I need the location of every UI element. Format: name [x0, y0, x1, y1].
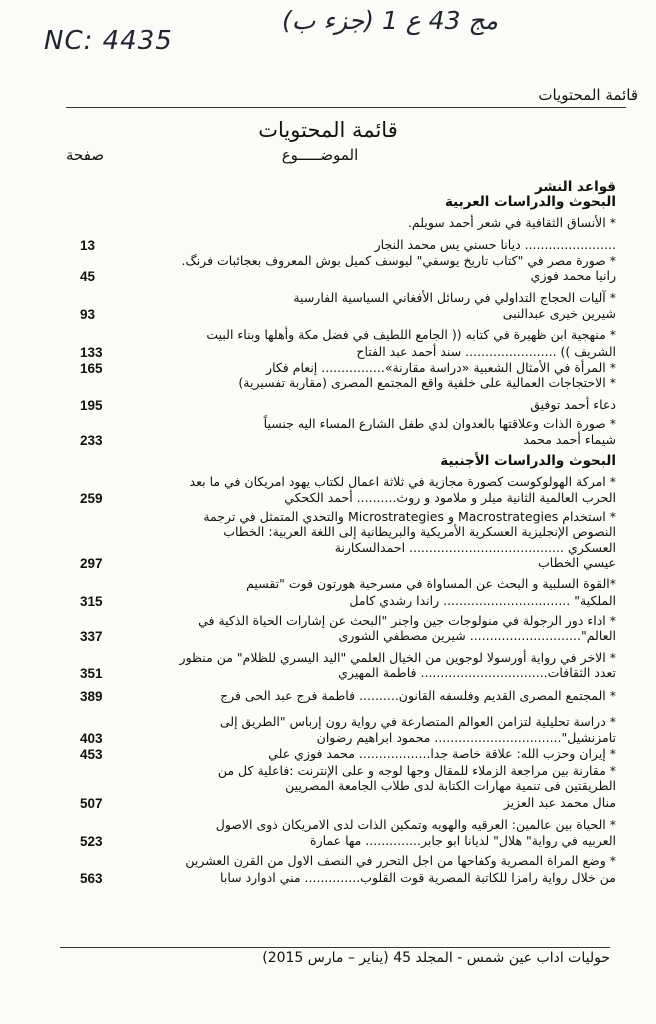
- toc-entry-text: النصوص الإنجليزية العسكرية الأمريكية والبريطانية إلى اللغة العربية: الخطاب: [223, 524, 616, 539]
- subject-column-heading: الموضـــــوع: [281, 146, 359, 164]
- toc-page-number: 13: [80, 238, 96, 253]
- toc-page-number: 233: [80, 433, 103, 448]
- toc-entry-text: * دراسة تحليلية لتزامن العوالم المتصارعة في رواية رون إرباس "الطريق إلى: [219, 714, 616, 729]
- toc-entry-text: شيماء أحمد محمد: [523, 432, 616, 447]
- toc-entry-text: * آليات الحجاج التداولي في رسائل الأفغاني السياسية الفارسية: [293, 290, 616, 305]
- toc-page-number: 297: [80, 556, 103, 571]
- toc-entry-text: * وضع المراة المصرية وكفاحها من اجل التحرر في النصف الاول من القرن العشرين: [185, 853, 616, 868]
- toc-entry-text: العالم"............................ شيرين مصطفي الشورى: [338, 628, 616, 643]
- toc-entry-text: * المرأة في الأمثال الشعبية «دراسة مقارنة»................ إنعام فكار: [266, 360, 616, 375]
- toc-entry-text: الملكية" ................................ راندا رشدي كامل: [349, 593, 616, 608]
- toc-entry-text: * الأنساق الثقافية في شعر أحمد سويلم.: [407, 215, 616, 230]
- toc-page-number: 195: [80, 398, 103, 413]
- toc-entry-text: * إيران وحزب الله: علاقة خاصة جدا.................. محمد فوزي علي: [268, 746, 616, 761]
- toc-entry-text: الشريف )) ....................... سند أحمد عبد الفتاح: [356, 344, 616, 359]
- toc-entry-text: ....................... ديانا حسني يس محمد النجار: [374, 237, 616, 252]
- toc-entry-text: * مقارنة بين مراجعة الزملاء للمقال وجها لوجه و على الإنترنت :فاعلية كل من: [217, 763, 616, 778]
- toc-page-number: 93: [80, 307, 96, 322]
- toc-entry-text: شيرين خيرى عبدالنبى: [502, 306, 616, 321]
- toc-page-number: 337: [80, 629, 103, 644]
- toc-section-heading: البحوث والدراسات العربية: [444, 194, 616, 210]
- toc-page-number: 523: [80, 834, 103, 849]
- running-header: قائمة المحتويات: [538, 86, 638, 104]
- toc-page-number: 133: [80, 345, 103, 360]
- toc-entry-text: * اداء دور الرجولة في منولوجات جين واجنر "البحث عن إشارات الحياة الذكية في: [198, 613, 616, 628]
- handwritten-volume-note: مج 43 ع 1 (جزء ب): [282, 6, 498, 35]
- table-of-contents: [60, 178, 616, 893]
- toc-entry-text: *القوة السلبية و البحث عن المساواة في مسرحية هورتون فوت "تقسيم: [246, 576, 616, 591]
- toc-page-number: 45: [80, 269, 96, 284]
- header-rule: [66, 107, 626, 108]
- toc-entry-text: رانيا محمد فوزي: [530, 268, 616, 283]
- toc-entry-text: * صورة مصر في "كتاب تاريخ يوسفي" ليوسف كميل بوش المعروف بعجائبات فرنگ.: [181, 253, 616, 268]
- toc-entry-text: دعاء أحمد توفيق: [530, 397, 616, 412]
- toc-entry-text: العسكري ....................................... احمدالسكارنة: [334, 540, 616, 555]
- toc-entry-text: * صورة الذات وعلاقتها بالعدوان لدي طفل الشارع المساء اليه جنسياً: [263, 416, 616, 431]
- toc-entry-text: عيسي الخطاب: [538, 555, 616, 570]
- toc-entry-text: * الحياة بين عالمين: العرقيه والهويه وتمكين الذات لدى الامريكان ذوى الاصول: [215, 817, 616, 832]
- toc-page-number: 563: [80, 871, 103, 886]
- toc-page-number: 165: [80, 361, 103, 376]
- toc-page-number: 453: [80, 747, 103, 762]
- toc-entry-text: * الاخر في رواية أورسولا لوجوين من الخيال العلمي "اليد اليسري للظلام" من منظور: [179, 650, 616, 665]
- toc-entry-text: * المجتمع المصرى القديم وفلسفه القانون.......... فاطمة فرج عبد الحى فرج: [220, 688, 616, 703]
- toc-entry-text: * استخدام Macrostrategies و Microstrategies والتحدي المتمثل في ترجمة: [203, 509, 616, 524]
- page-title: قائمة المحتويات: [258, 118, 398, 142]
- toc-entry-text: * امركة الهولوكوست كصورة مجازية في ثلاثة اعمال لكتاب يهود امريكان في ما بعد: [189, 474, 616, 489]
- toc-page-number: 315: [80, 594, 103, 609]
- toc-entry-text: منال محمد عبد العزيز: [503, 795, 616, 810]
- toc-entry-text: من خلال رواية رامزا للكاتبة المصرية قوت القلوب.............. مني ادوارد سابا: [220, 870, 616, 885]
- toc-entry-text: * منهجية ابن ظهيرة في كتابه (( الجامع اللطيف في فضل مكة وأهلها وبناء البيت: [206, 327, 616, 342]
- toc-page-number: 389: [80, 689, 103, 704]
- footer-rule: [60, 947, 610, 948]
- toc-entry-text: تعدد الثقافات................................ فاطمة المهيري: [338, 665, 616, 680]
- toc-entry-text: الطريقتين فى تنمية مهارات الكتابة لدى طلاب الجامعة المصريين: [285, 778, 616, 793]
- toc-section-heading: البحوث والدراسات الأجنبية: [440, 453, 616, 469]
- handwritten-catalog-number: NC: 4435: [44, 26, 173, 56]
- toc-entry-text: العربيه في رواية" هلال" لديانا ابو جابر.............. مها عمارة: [310, 833, 616, 848]
- toc-section-heading: قواعد النشر: [535, 179, 616, 195]
- toc-entry-text: * الاحتجاجات العمالية على خلفية واقع المجتمع المصرى (مقاربة تفسيرية): [238, 375, 616, 390]
- toc-entry-text: الحرب العالمية الثانية ميلر و ملامود و روث.......... أحمد الكحكي: [284, 490, 616, 505]
- toc-page-number: 403: [80, 731, 103, 746]
- toc-entry-text: تامزنشيل"................................ محمود ابراهيم رضوان: [316, 730, 616, 745]
- page-column-heading: صفحة: [66, 146, 105, 164]
- journal-footer: حوليات اداب عين شمس - المجلد 45 (يناير – مارس 2015): [262, 950, 610, 966]
- toc-page-number: 351: [80, 666, 103, 681]
- toc-page-number: 507: [80, 796, 103, 811]
- toc-page-number: 259: [80, 491, 103, 506]
